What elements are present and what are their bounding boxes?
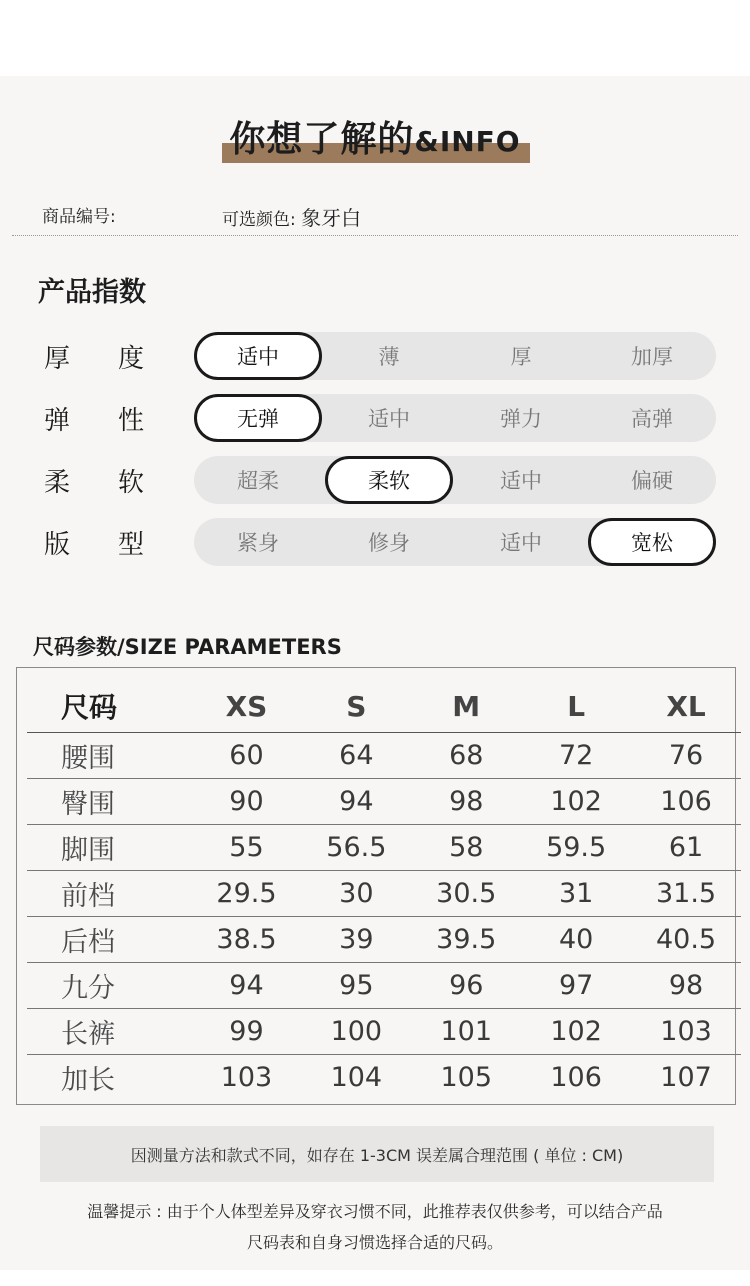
table-row [27,1055,741,1101]
index-row-label [44,462,144,499]
product-color [222,202,361,231]
title-cn: 你想了解的 [229,119,415,160]
size-table-frame [16,667,736,1105]
measure-name: 九分 [27,963,192,1009]
index-option: 适中 [500,469,542,493]
measure-value: 102 [521,1009,631,1055]
table-row [27,963,741,1009]
measure-value: 38.5 [192,917,302,963]
table-row [27,825,741,871]
index-row-label [44,338,144,375]
measure-value: 105 [440,1062,493,1093]
index-scale [194,332,716,380]
index-label-char: 弹 [44,406,71,436]
measure-value: 61 [631,825,741,871]
measure-value: 31.5 [631,871,741,917]
measure-value: 40 [521,917,631,963]
measure-value: 68 [411,733,521,779]
measure-value: 64 [301,733,411,779]
measure-value: 30.5 [411,871,521,917]
index-option: 超柔 [237,469,279,493]
index-option: 加厚 [631,345,673,369]
index-row [0,394,750,444]
measure-value: 29.5 [192,871,302,917]
measure-value: 39.5 [411,917,521,963]
size-header-cell: XS [192,680,302,733]
measure-value: 31 [521,871,631,917]
color-value: 象牙白 [301,206,362,230]
measure-value: 94 [192,963,302,1009]
index-row [0,456,750,506]
index-option: 修身 [368,531,410,555]
size-header-cell: L [521,680,631,733]
index-scale [194,394,716,442]
index-option-selected: 宽松 [588,518,716,566]
measure-value: 40.5 [631,917,741,963]
index-row-label [44,524,144,561]
measure-value: 107 [660,1062,712,1093]
measure-value: 102 [521,779,631,825]
measure-value: 94 [301,779,411,825]
size-table [27,680,741,1100]
measure-name: 前档 [27,871,192,917]
measure-value: 55 [192,825,302,871]
measure-name: 臀围 [27,779,192,825]
measure-value: 60 [192,733,302,779]
color-label: 可选颜色: [222,210,296,230]
measure-value: 101 [411,1009,521,1055]
page-title [0,116,750,166]
measure-value: 98 [411,779,521,825]
index-scale [194,456,716,504]
measure-name: 加长 [61,1065,115,1096]
measure-value: 104 [330,1062,383,1093]
measure-value: 98 [631,963,741,1009]
size-header-label: 尺码 [27,680,192,733]
index-label-char: 厚 [44,344,71,374]
index-label-char: 型 [117,530,144,560]
measure-name: 脚围 [27,825,192,871]
measure-name: 后档 [27,917,192,963]
index-label-char: 柔 [44,468,71,498]
measure-name: 腰围 [27,733,192,779]
measure-name: 长裤 [27,1009,192,1055]
measure-value: 106 [631,779,741,825]
measure-value: 97 [521,963,631,1009]
index-option: 高弹 [631,407,673,431]
measure-value: 90 [192,779,302,825]
index-row [0,518,750,568]
header [0,116,750,172]
measure-value: 106 [550,1062,602,1093]
table-row [27,871,741,917]
index-label-char: 度 [117,344,144,374]
index-option: 厚 [510,345,532,369]
index-row [0,332,750,382]
index-label-char: 性 [117,406,144,436]
index-option-selected: 适中 [194,332,322,380]
measure-value: 100 [301,1009,411,1055]
index-option-selected: 无弹 [194,394,322,442]
measure-value: 30 [301,871,411,917]
index-label-char: 版 [44,530,71,560]
measure-value: 39 [301,917,411,963]
index-option: 弹力 [500,407,542,431]
measure-value: 56.5 [301,825,411,871]
index-section-title: 产品指数 [38,277,146,308]
measure-value: 59.5 [521,825,631,871]
product-info [42,202,362,230]
size-header-cell: M [411,680,521,733]
index-option: 薄 [378,345,400,369]
index-option: 偏硬 [631,469,673,493]
product-code-label: 商品编号: [42,207,116,227]
size-table-header [27,680,741,733]
tip-line-2: 尺码表和自身习惯选择合适的尺码。 [246,1233,503,1252]
index-option: 适中 [500,531,542,555]
table-row [27,779,741,825]
index-option: 紧身 [237,531,279,555]
measure-note: 因测量方法和款式不同，如存在 1-3CM 误差属合理范围 ( 单位 : CM) [40,1126,714,1182]
index-option-selected: 柔软 [325,456,453,504]
index-scale [194,518,716,566]
table-row [27,733,741,779]
tip-text [0,1196,750,1258]
table-row [27,917,741,963]
size-table-body [27,733,741,1101]
size-header-cell: S [301,680,411,733]
table-row [27,1009,741,1055]
index-row-label [44,400,144,437]
measure-value: 99 [192,1009,302,1055]
size-header-cell: XL [631,680,741,733]
measure-value: 96 [411,963,521,1009]
measure-value: 72 [521,733,631,779]
size-section-title: 尺码参数/SIZE PARAMETERS [33,635,342,659]
measure-value: 76 [631,733,741,779]
title-en: &INFO [414,125,521,158]
index-label-char: 软 [117,468,144,498]
dotted-divider [12,235,738,236]
measure-value: 58 [411,825,521,871]
measure-value: 103 [220,1062,273,1093]
measure-value: 103 [631,1009,741,1055]
index-option: 适中 [368,407,410,431]
measure-value: 95 [301,963,411,1009]
tip-line-1: 温馨提示 : 由于个人体型差异及穿衣习惯不同，此推荐表仅供参考，可以结合产品 [87,1202,663,1221]
